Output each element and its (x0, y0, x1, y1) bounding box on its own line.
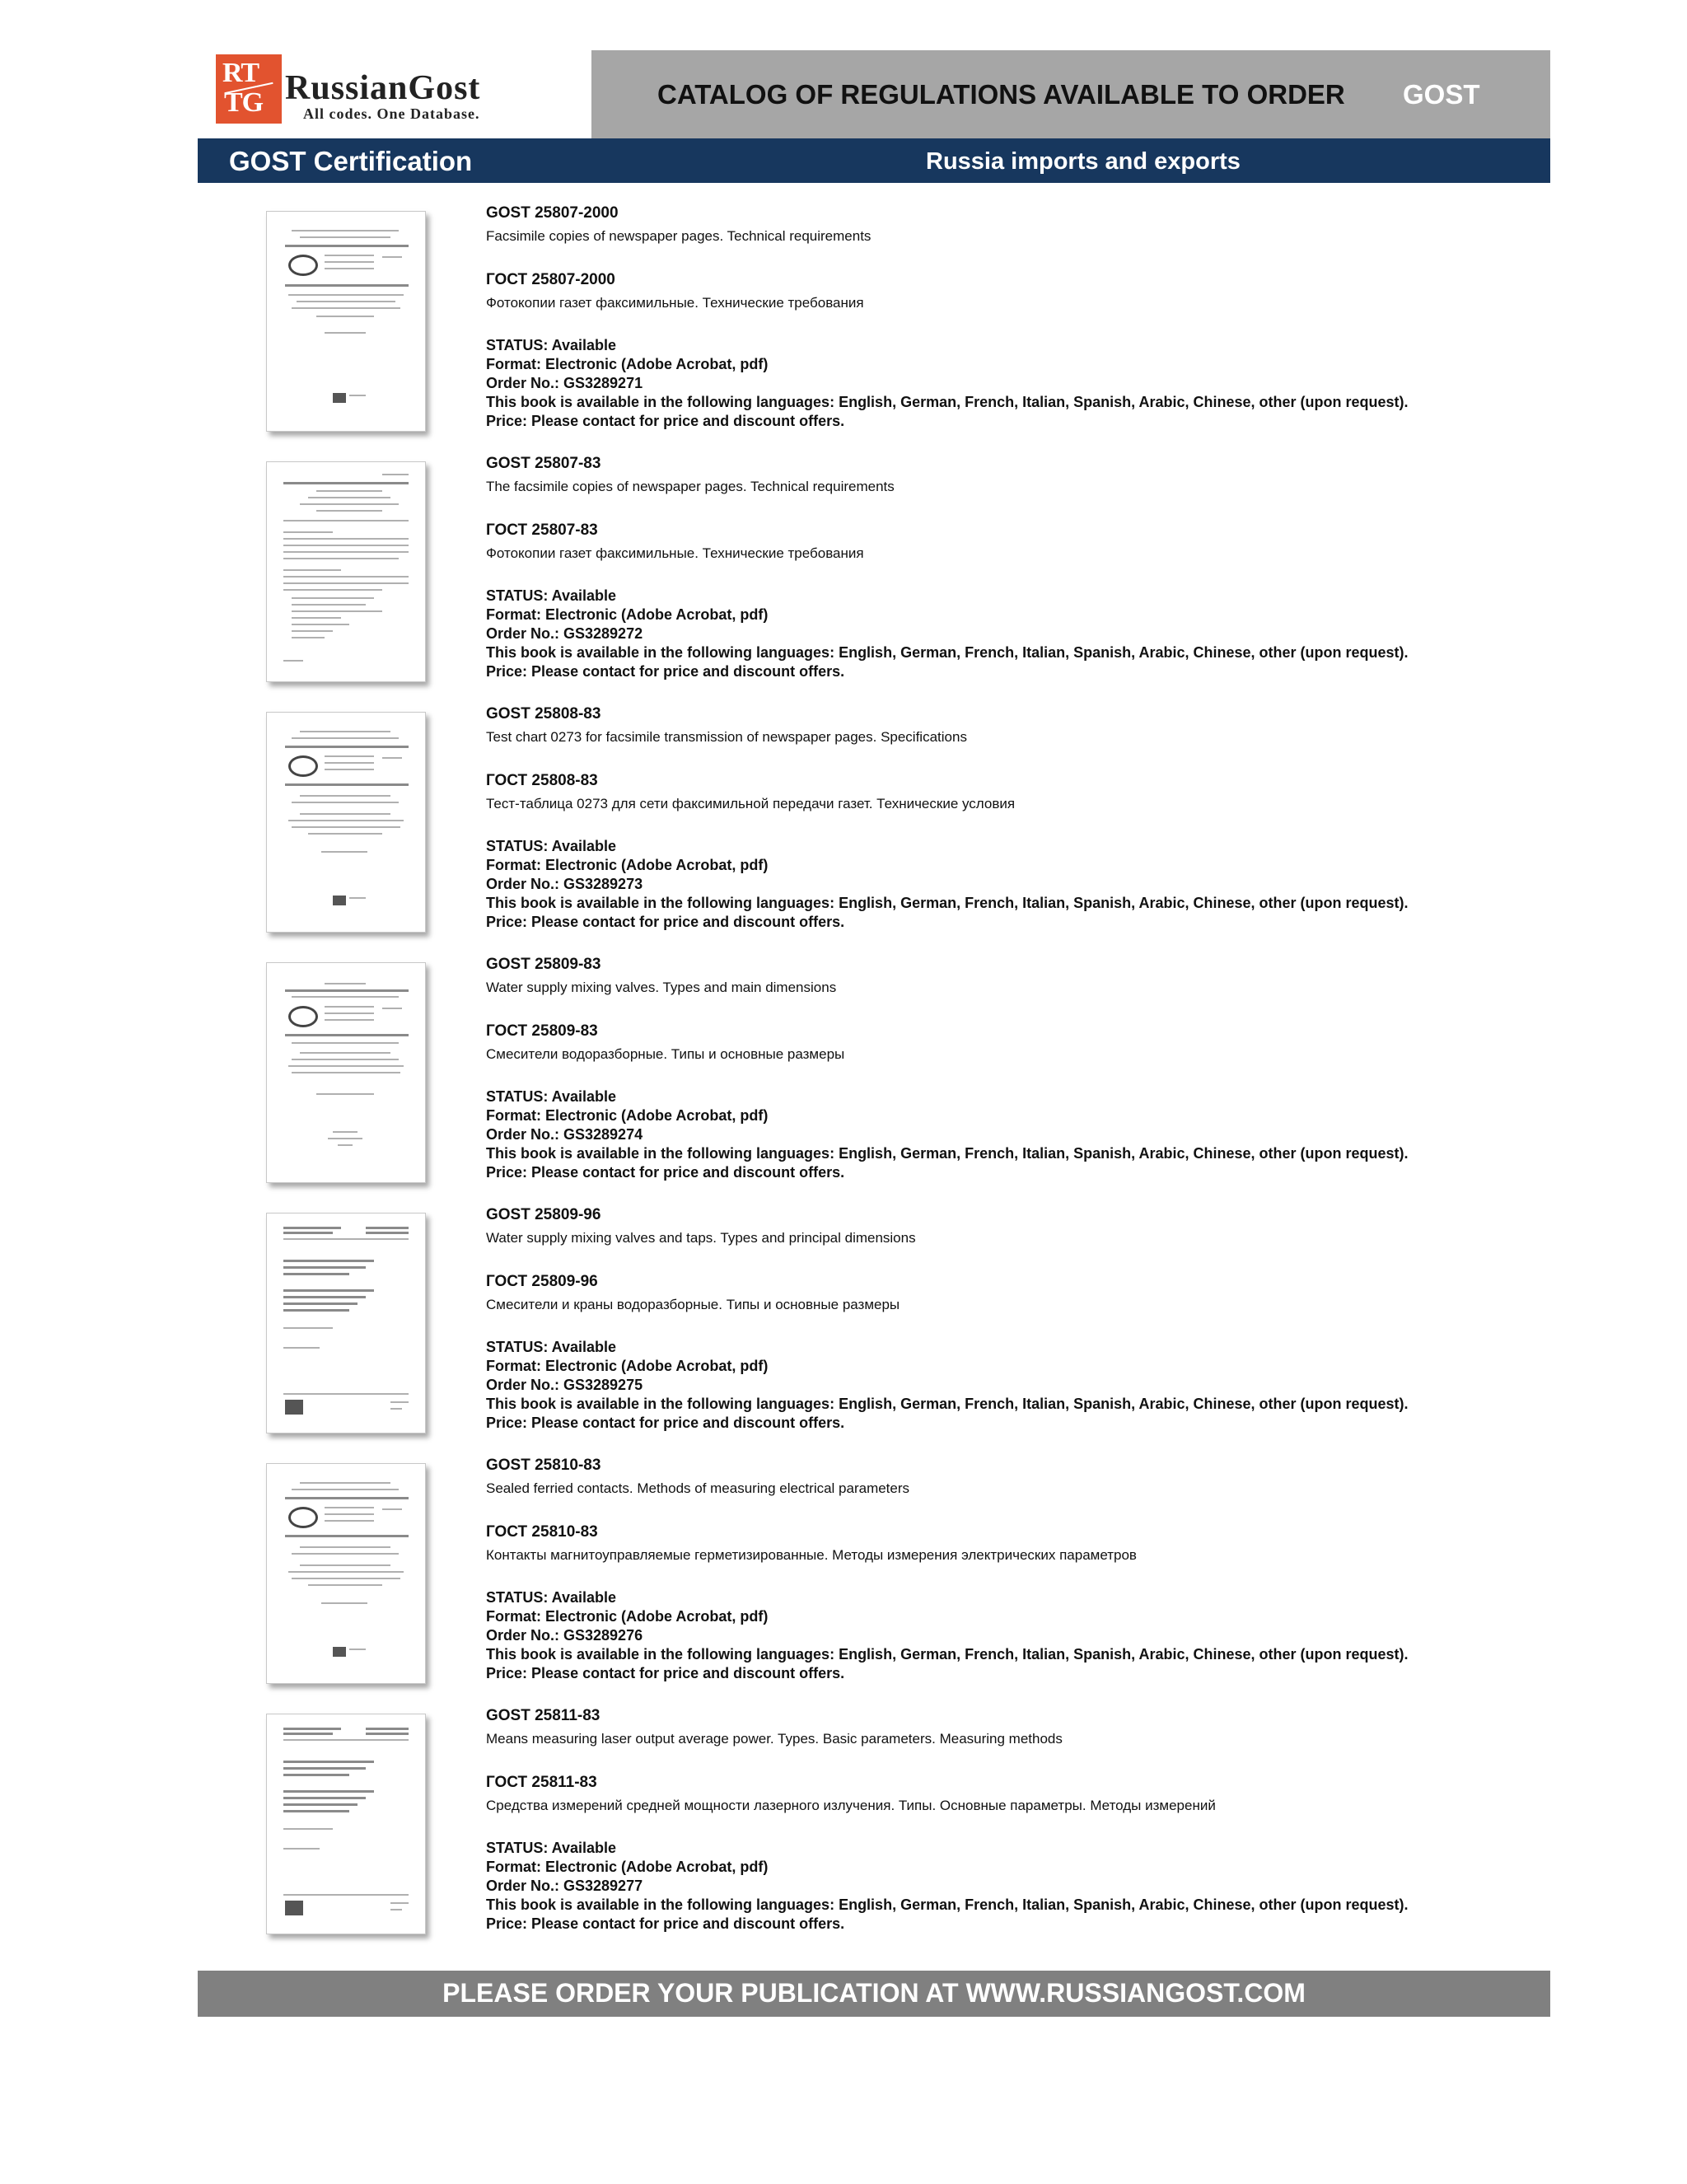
logo (198, 50, 591, 138)
languages-text: This book is available in the following languages: English, German, French, Italian, Spanish, Arabic, Chinese, other (upon request). (486, 644, 1409, 661)
catalog-entry (0, 1707, 1687, 1964)
format-text: Format: Electronic (Adobe Acrobat, pdf) (486, 857, 769, 873)
logo-tagline: All codes. One Database. (303, 105, 480, 122)
gost-title-ru: Контакты магнитоуправляемые герметизированные. Методы измерения электрических параметров (486, 1547, 1137, 1563)
catalog-badge: GOST (1403, 79, 1480, 110)
document-thumbnail[interactable] (266, 962, 426, 1183)
price-text: Price: Please contact for price and discount offers. (486, 663, 845, 680)
gost-title: Test chart 0273 for facsimile transmission of newspaper pages. Specifications (486, 729, 967, 745)
logo-mark-icon: RT TG (216, 54, 282, 124)
price-text: Price: Please contact for price and discount offers. (486, 1915, 845, 1932)
gost-code-ru: ГОСТ 25809-83 (486, 1022, 598, 1040)
languages-text: This book is available in the following languages: English, German, French, Italian, Spanish, Arabic, Chinese, other (upon request). (486, 1145, 1409, 1162)
trade-label: Russia imports and exports (926, 148, 1241, 175)
status-text: STATUS: Available (486, 1589, 617, 1606)
format-text: Format: Electronic (Adobe Acrobat, pdf) (486, 606, 769, 623)
order-banner[interactable] (198, 1971, 1550, 2017)
logo-name: RussianGost (285, 69, 481, 107)
page-header (198, 50, 1550, 138)
status-text: STATUS: Available (486, 1088, 617, 1105)
languages-text: This book is available in the following languages: English, German, French, Italian, Spanish, Arabic, Chinese, other (upon request). (486, 895, 1409, 911)
gost-code: GOST 25807-2000 (486, 204, 619, 222)
gost-code: GOST 25810-83 (486, 1457, 601, 1474)
catalog-entry (0, 1206, 1687, 1463)
gost-title-ru: Фотокопии газет факсимильные. Технические требования (486, 545, 864, 561)
gost-title: Means measuring laser output average power. Types. Basic parameters. Measuring methods (486, 1731, 1063, 1747)
status-text: STATUS: Available (486, 1840, 617, 1856)
price-text: Price: Please contact for price and discount offers. (486, 1665, 845, 1681)
certification-label: GOST Certification (229, 146, 473, 176)
languages-text: This book is available in the following languages: English, German, French, Italian, Spanish, Arabic, Chinese, other (upon request). (486, 1896, 1409, 1913)
price-text: Price: Please contact for price and discount offers. (486, 1415, 845, 1431)
order-number: Order No.: GS3289272 (486, 625, 643, 642)
gost-code-ru: ГОСТ 25811-83 (486, 1774, 597, 1791)
entry-details (486, 336, 1409, 431)
gost-title-ru: Смесители водоразборные. Типы и основные размеры (486, 1046, 845, 1062)
catalog-title: CATALOG OF REGULATIONS AVAILABLE TO ORDER (657, 79, 1345, 110)
document-thumbnail[interactable] (266, 712, 426, 933)
gost-title: Facsimile copies of newspaper pages. Technical requirements (486, 228, 872, 244)
order-number: Order No.: GS3289275 (486, 1377, 643, 1393)
gost-code-ru: ГОСТ 25810-83 (486, 1523, 598, 1541)
status-text: STATUS: Available (486, 337, 617, 353)
languages-text: This book is available in the following languages: English, German, French, Italian, Spanish, Arabic, Chinese, other (upon request). (486, 1646, 1409, 1663)
entry-details (486, 1839, 1409, 1934)
order-number: Order No.: GS3289271 (486, 375, 643, 391)
gost-code-ru: ГОСТ 25807-83 (486, 521, 598, 539)
gost-code: GOST 25809-83 (486, 956, 601, 973)
entry-details (486, 1338, 1409, 1433)
gost-title: The facsimile copies of newspaper pages. Technical requirements (486, 479, 895, 494)
entry-details (486, 1588, 1409, 1683)
format-text: Format: Electronic (Adobe Acrobat, pdf) (486, 1859, 769, 1875)
format-text: Format: Electronic (Adobe Acrobat, pdf) (486, 1608, 769, 1625)
catalog-bar (591, 50, 1550, 138)
document-thumbnail[interactable] (266, 1714, 426, 1934)
gost-code-ru: ГОСТ 25807-2000 (486, 271, 615, 288)
subheader-bar (198, 138, 1550, 183)
gost-code: GOST 25809-96 (486, 1206, 601, 1223)
languages-text: This book is available in the following languages: English, German, French, Italian, Spanish, Arabic, Chinese, other (upon request). (486, 1396, 1409, 1412)
gost-title: Sealed ferried contacts. Methods of measuring electrical parameters (486, 1480, 910, 1496)
entry-details (486, 587, 1409, 681)
catalog-entry (0, 204, 1687, 461)
price-text: Price: Please contact for price and discount offers. (486, 413, 845, 429)
price-text: Price: Please contact for price and discount offers. (486, 914, 845, 930)
gost-code-ru: ГОСТ 25808-83 (486, 772, 598, 789)
catalog-entry (0, 956, 1687, 1213)
languages-text: This book is available in the following languages: English, German, French, Italian, Spanish, Arabic, Chinese, other (upon request). (486, 394, 1409, 410)
order-banner-text: PLEASE ORDER YOUR PUBLICATION AT WWW.RUSSIANGOST.COM (442, 1978, 1306, 2008)
gost-title: Water supply mixing valves and taps. Types and principal dimensions (486, 1230, 916, 1246)
order-number: Order No.: GS3289277 (486, 1878, 643, 1894)
order-number: Order No.: GS3289273 (486, 876, 643, 892)
catalog-entry (0, 705, 1687, 962)
format-text: Format: Electronic (Adobe Acrobat, pdf) (486, 356, 769, 372)
catalog-entry (0, 455, 1687, 712)
document-thumbnail[interactable] (266, 461, 426, 682)
gost-code: GOST 25808-83 (486, 705, 601, 723)
entry-details (486, 1087, 1409, 1182)
gost-code: GOST 25811-83 (486, 1707, 600, 1724)
status-text: STATUS: Available (486, 838, 617, 854)
document-thumbnail[interactable] (266, 1213, 426, 1433)
status-text: STATUS: Available (486, 1339, 617, 1355)
gost-title-ru: Тест-таблица 0273 для сети факсимильной передачи газет. Технические условия (486, 796, 1016, 811)
order-number: Order No.: GS3289274 (486, 1126, 643, 1143)
status-text: STATUS: Available (486, 587, 617, 604)
document-thumbnail[interactable] (266, 211, 426, 432)
catalog-entry (0, 1457, 1687, 1714)
gost-title-ru: Фотокопии газет факсимильные. Технические требования (486, 295, 864, 311)
format-text: Format: Electronic (Adobe Acrobat, pdf) (486, 1107, 769, 1124)
format-text: Format: Electronic (Adobe Acrobat, pdf) (486, 1358, 769, 1374)
gost-code: GOST 25807-83 (486, 455, 601, 472)
order-number: Order No.: GS3289276 (486, 1627, 643, 1644)
price-text: Price: Please contact for price and discount offers. (486, 1164, 845, 1181)
gost-title: Water supply mixing valves. Types and main dimensions (486, 980, 837, 995)
document-thumbnail[interactable] (266, 1463, 426, 1684)
gost-title-ru: Смесители и краны водоразборные. Типы и основные размеры (486, 1297, 900, 1312)
entry-details (486, 837, 1409, 932)
gost-title-ru: Средства измерений средней мощности лазерного излучения. Типы. Основные параметры. Методы измерений (486, 1798, 1216, 1813)
gost-code-ru: ГОСТ 25809-96 (486, 1273, 598, 1290)
